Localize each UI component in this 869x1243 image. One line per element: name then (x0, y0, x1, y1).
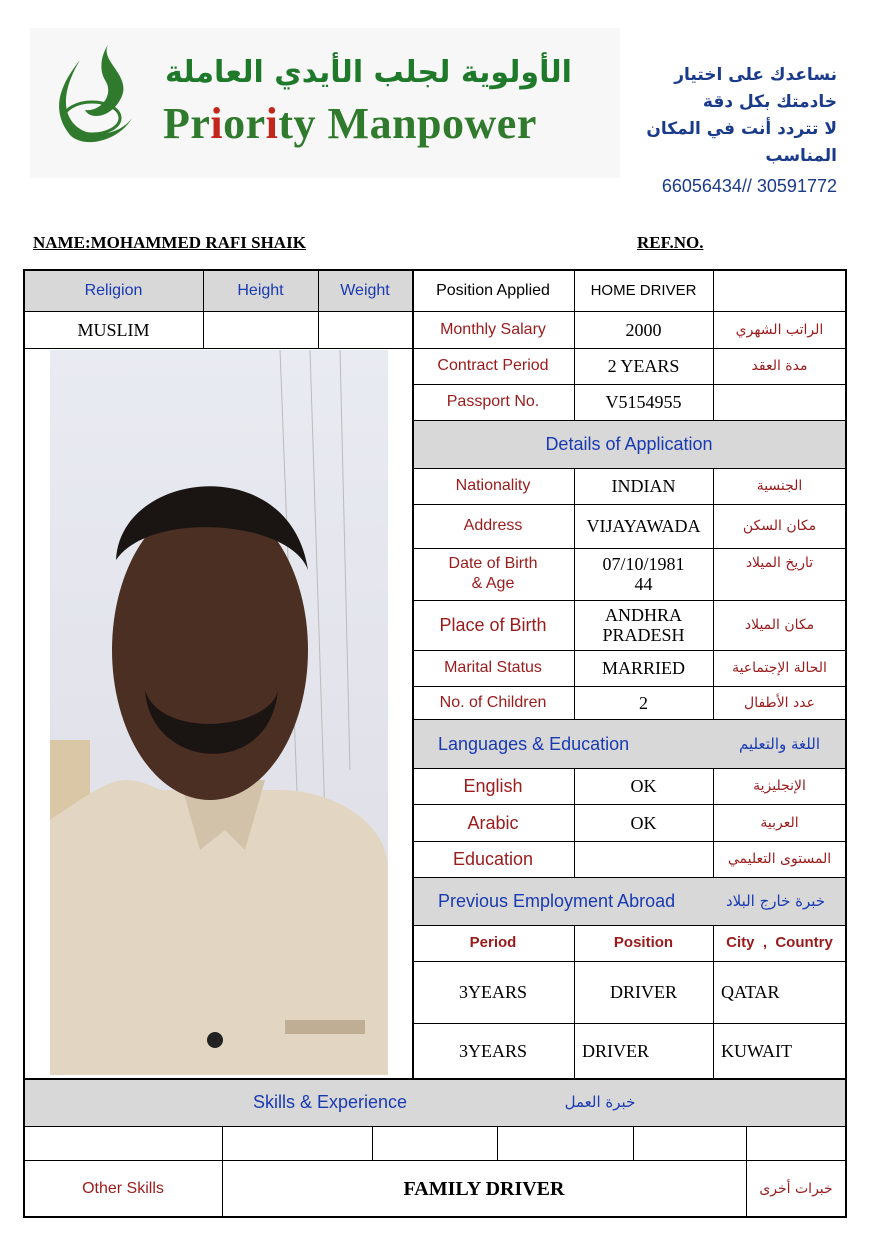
monthly-salary-label: Monthly Salary (440, 321, 546, 338)
table-line (746, 1126, 747, 1218)
table-line (412, 548, 847, 549)
table-line (412, 719, 847, 720)
address-value: VIJAYAWADA (586, 516, 701, 536)
employment-row-2-country: KUWAIT (721, 1040, 792, 1061)
table-line (412, 600, 847, 601)
address-label: Address (463, 517, 523, 534)
english-label: English (463, 776, 523, 796)
table-line (23, 1216, 847, 1218)
table-line (23, 269, 25, 1218)
table-line (497, 1126, 498, 1160)
children-arabic: عدد الأطفال (744, 694, 815, 711)
dob-label-line1: Date of Birth (448, 555, 538, 572)
skills-section-arabic: خبرة العمل (564, 1093, 636, 1111)
table-line (412, 504, 847, 505)
place-of-birth-line1: ANDHRA (604, 605, 682, 625)
contract-period-label: Contract Period (437, 357, 549, 374)
table-line (222, 1126, 223, 1218)
applicant-name: NAME:MOHAMMED RAFI SHAIK (33, 233, 306, 252)
reference-number-label: REF.NO. (637, 233, 704, 252)
employment-row-1-position: DRIVER (610, 982, 677, 1002)
english-value: OK (630, 776, 657, 796)
slogan-line-1: نساعدك على اختيار خادمتك بكل دقة (674, 65, 837, 112)
address-arabic: مكان السكن (742, 518, 817, 534)
employment-row-2-period: 3YEARS (458, 1040, 527, 1061)
weight-header: Weight (340, 282, 390, 299)
languages-section-arabic: اللغة والتعليم (739, 734, 820, 753)
table-line (633, 1126, 634, 1160)
marital-status-arabic: الحالة الإجتماعية (732, 660, 827, 676)
marital-status-label: Marital Status (444, 659, 542, 676)
employment-row-1-period: 3YEARS (458, 982, 527, 1002)
table-line (23, 311, 847, 312)
nationality-value: INDIAN (611, 476, 676, 496)
city-country-column-header: City , Country (726, 934, 833, 951)
table-line (412, 384, 847, 385)
english-arabic: الإنجليزية (753, 778, 806, 794)
table-line (412, 348, 847, 349)
passport-value: V5154955 (605, 392, 682, 412)
education-value (574, 841, 713, 877)
marital-status-value: MARRIED (601, 658, 685, 678)
arabic-arabic: العربية (760, 814, 799, 831)
period-column-header: Period (469, 934, 517, 951)
dob-date: 07/10/1981 (602, 554, 685, 574)
table-line (412, 841, 847, 842)
table-line (412, 961, 847, 962)
table-line (574, 768, 575, 877)
table-line (574, 269, 575, 420)
dob-label-line2: & Age (471, 575, 515, 592)
table-line (23, 348, 412, 349)
table-line (713, 468, 714, 719)
passport-label: Passport No. (446, 393, 540, 410)
position-column-header: Position (613, 934, 674, 951)
arabic-value: OK (630, 812, 657, 833)
table-line (412, 650, 847, 651)
arabic-slogan (627, 62, 837, 170)
table-line (412, 420, 847, 421)
children-value: 2 (639, 692, 648, 713)
place-of-birth-arabic: مكان الميلاد (744, 617, 815, 633)
age-value: 44 (634, 574, 653, 594)
table-line (23, 1078, 847, 1080)
height-header: Height (237, 282, 284, 299)
details-section-title: Details of Application (545, 434, 713, 454)
education-label: Education (452, 849, 534, 869)
table-line (412, 877, 847, 878)
phone-numbers: 66056434// 30591772 (661, 176, 837, 196)
dob-label (412, 548, 574, 600)
contract-period-value: 2 YEARS (607, 356, 680, 376)
arabic-label: Arabic (467, 812, 519, 833)
other-skills-label: Other Skills (82, 1179, 164, 1197)
table-line (574, 468, 575, 719)
employment-section-title: Previous Employment Abroad (438, 891, 676, 911)
table-line (203, 269, 204, 348)
table-line (412, 1023, 847, 1024)
table-line (713, 925, 714, 1078)
nationality-arabic: الجنسية (756, 478, 803, 494)
table-line (574, 925, 575, 1078)
employment-row-2-position: DRIVER (582, 1040, 649, 1061)
table-line (372, 1126, 373, 1160)
languages-section-title: Languages & Education (438, 733, 630, 754)
place-of-birth-value (574, 600, 713, 650)
table-line (23, 269, 847, 271)
skills-section-title: Skills & Experience (252, 1092, 408, 1112)
monthly-salary-arabic: الراتب الشهري (735, 322, 824, 338)
table-line (412, 925, 847, 926)
arabic-company-name: الأولوية لجلب الأيدي العاملة (165, 55, 572, 90)
other-skills-value: FAMILY DRIVER (403, 1177, 565, 1200)
table-line (412, 804, 847, 805)
children-label: No. of Children (439, 693, 547, 711)
table-line (412, 686, 847, 687)
english-company-name: Priority Manpower (163, 99, 537, 148)
education-arabic: المستوى التعليمي (727, 851, 832, 867)
company-logo (40, 40, 150, 150)
table-line (23, 1126, 847, 1127)
table-line (845, 269, 847, 1218)
monthly-salary-value: 2000 (625, 320, 662, 340)
table-line (23, 1160, 847, 1161)
place-of-birth-line2: PRADESH (602, 625, 685, 645)
employment-row-1-country: QATAR (721, 982, 780, 1002)
position-applied-label: Position Applied (436, 282, 550, 299)
other-skills-arabic: خبرات أخرى (759, 1180, 833, 1197)
religion-value: MUSLIM (77, 320, 150, 340)
contract-period-arabic: مدة العقد (751, 358, 808, 374)
table-line (713, 768, 714, 877)
table-line (412, 768, 847, 769)
slogan-line-2: لا تتردد أنت في المكان المناسب (646, 119, 837, 166)
table-line (318, 269, 319, 348)
nationality-label: Nationality (455, 477, 531, 494)
employment-section-arabic: خبرة خارج البلاد (725, 892, 826, 910)
applicant-photo (50, 350, 388, 1075)
position-applied-value: HOME DRIVER (590, 282, 697, 299)
religion-header: Religion (84, 282, 143, 299)
dob-arabic: تاريخ الميلاد (745, 555, 814, 571)
dob-value (574, 548, 713, 600)
table-line (412, 468, 847, 469)
table-line (713, 269, 714, 420)
place-of-birth-label: Place of Birth (439, 615, 547, 635)
table-line (412, 269, 414, 1078)
